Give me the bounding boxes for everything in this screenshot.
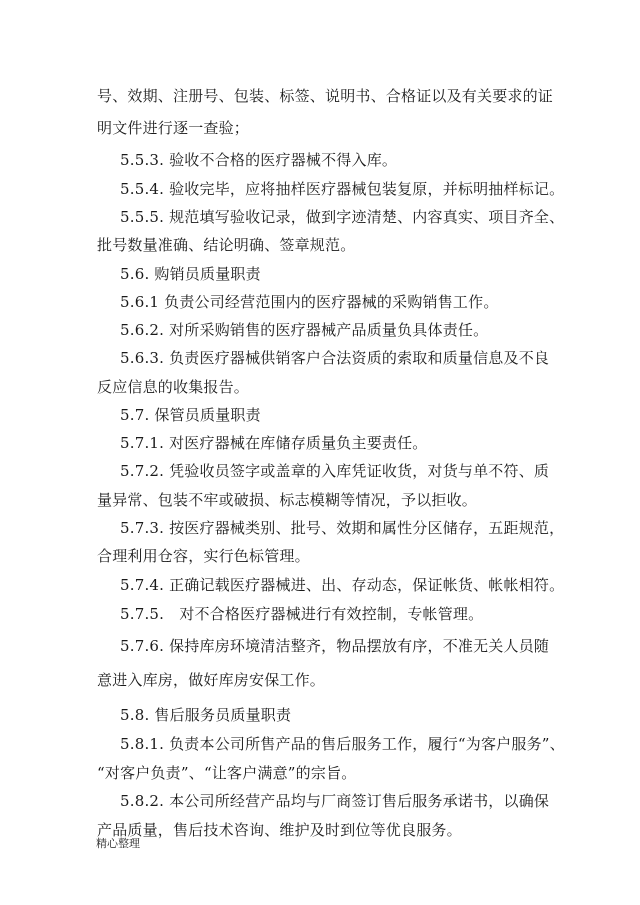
text-line: 5.7.5. 对不合格医疗器械进行有效控制，专帐管理。 [120,605,484,623]
text-line: 5.8.1. 负责本公司所售产品的售后服务工作，履行“为客户服务”、 [120,735,565,753]
text-line: 量异常、包装不牢或破损、标志模糊等情况，予以拒收。 [97,491,478,509]
text-line: 5.7.3. 按医疗器械类别、批号、效期和属性分区储存，五距规范， [120,519,565,537]
text-line: 反应信息的收集报告。 [97,378,250,396]
text-line: 5.6.2. 对所采购销售的医疗器械产品质量负具体责任。 [120,321,489,339]
text-line: 5.7.4. 正确记载医疗器械进、出、存动态，保证帐货、帐帐相符。 [120,576,565,594]
text-line: “对客户负责”、“让客户满意”的宗旨。 [97,764,357,782]
text-line: 5.6.1 负责公司经营范围内的医疗器械的采购销售工作。 [120,293,499,311]
text-line: 批号数量准确、结论明确、签章规范。 [97,236,356,254]
text-line: 号、效期、注册号、包装、标签、说明书、合格证以及有关要求的证 [97,87,554,105]
section-heading: 5.6. 购销员质量职责 [120,265,261,283]
text-line: 5.5.5. 规范填写验收记录，做到字迹清楚、内容真实、项目齐全、 [120,208,565,226]
text-line: 5.7.2. 凭验收员签字或盖章的入库凭证收货，对货与单不符、质 [120,462,550,480]
text-line: 5.7.1. 对医疗器械在库储存质量负主要责任。 [120,434,428,452]
text-line: 5.5.3. 验收不合格的医疗器械不得入库。 [120,151,398,169]
text-line: 5.6.3. 负责医疗器械供销客户合法资质的索取和质量信息及不良 [120,349,550,367]
page-footer: 精心整理 [96,837,140,850]
section-heading: 5.8. 售后服务员质量职责 [120,706,292,724]
text-line: 合理利用仓容，实行色标管理。 [97,547,310,565]
text-line: 意进入库房，做好库房安保工作。 [97,671,326,689]
text-line: 产品质量，售后技术咨询、维护及时到位等优良服务。 [97,821,462,839]
text-line: 5.8.2. 本公司所经营产品均与厂商签订售后服务承诺书，以确保 [120,792,550,810]
section-heading: 5.7. 保管员质量职责 [120,406,261,424]
text-line: 明文件进行逐一查验； [97,119,250,137]
text-line: 5.7.6. 保持库房环境清洁整齐，物品摆放有序，不准无关人员随 [120,637,550,655]
text-line: 5.5.4. 验收完毕，应将抽样医疗器械包装复原，并标明抽样标记。 [120,180,565,198]
